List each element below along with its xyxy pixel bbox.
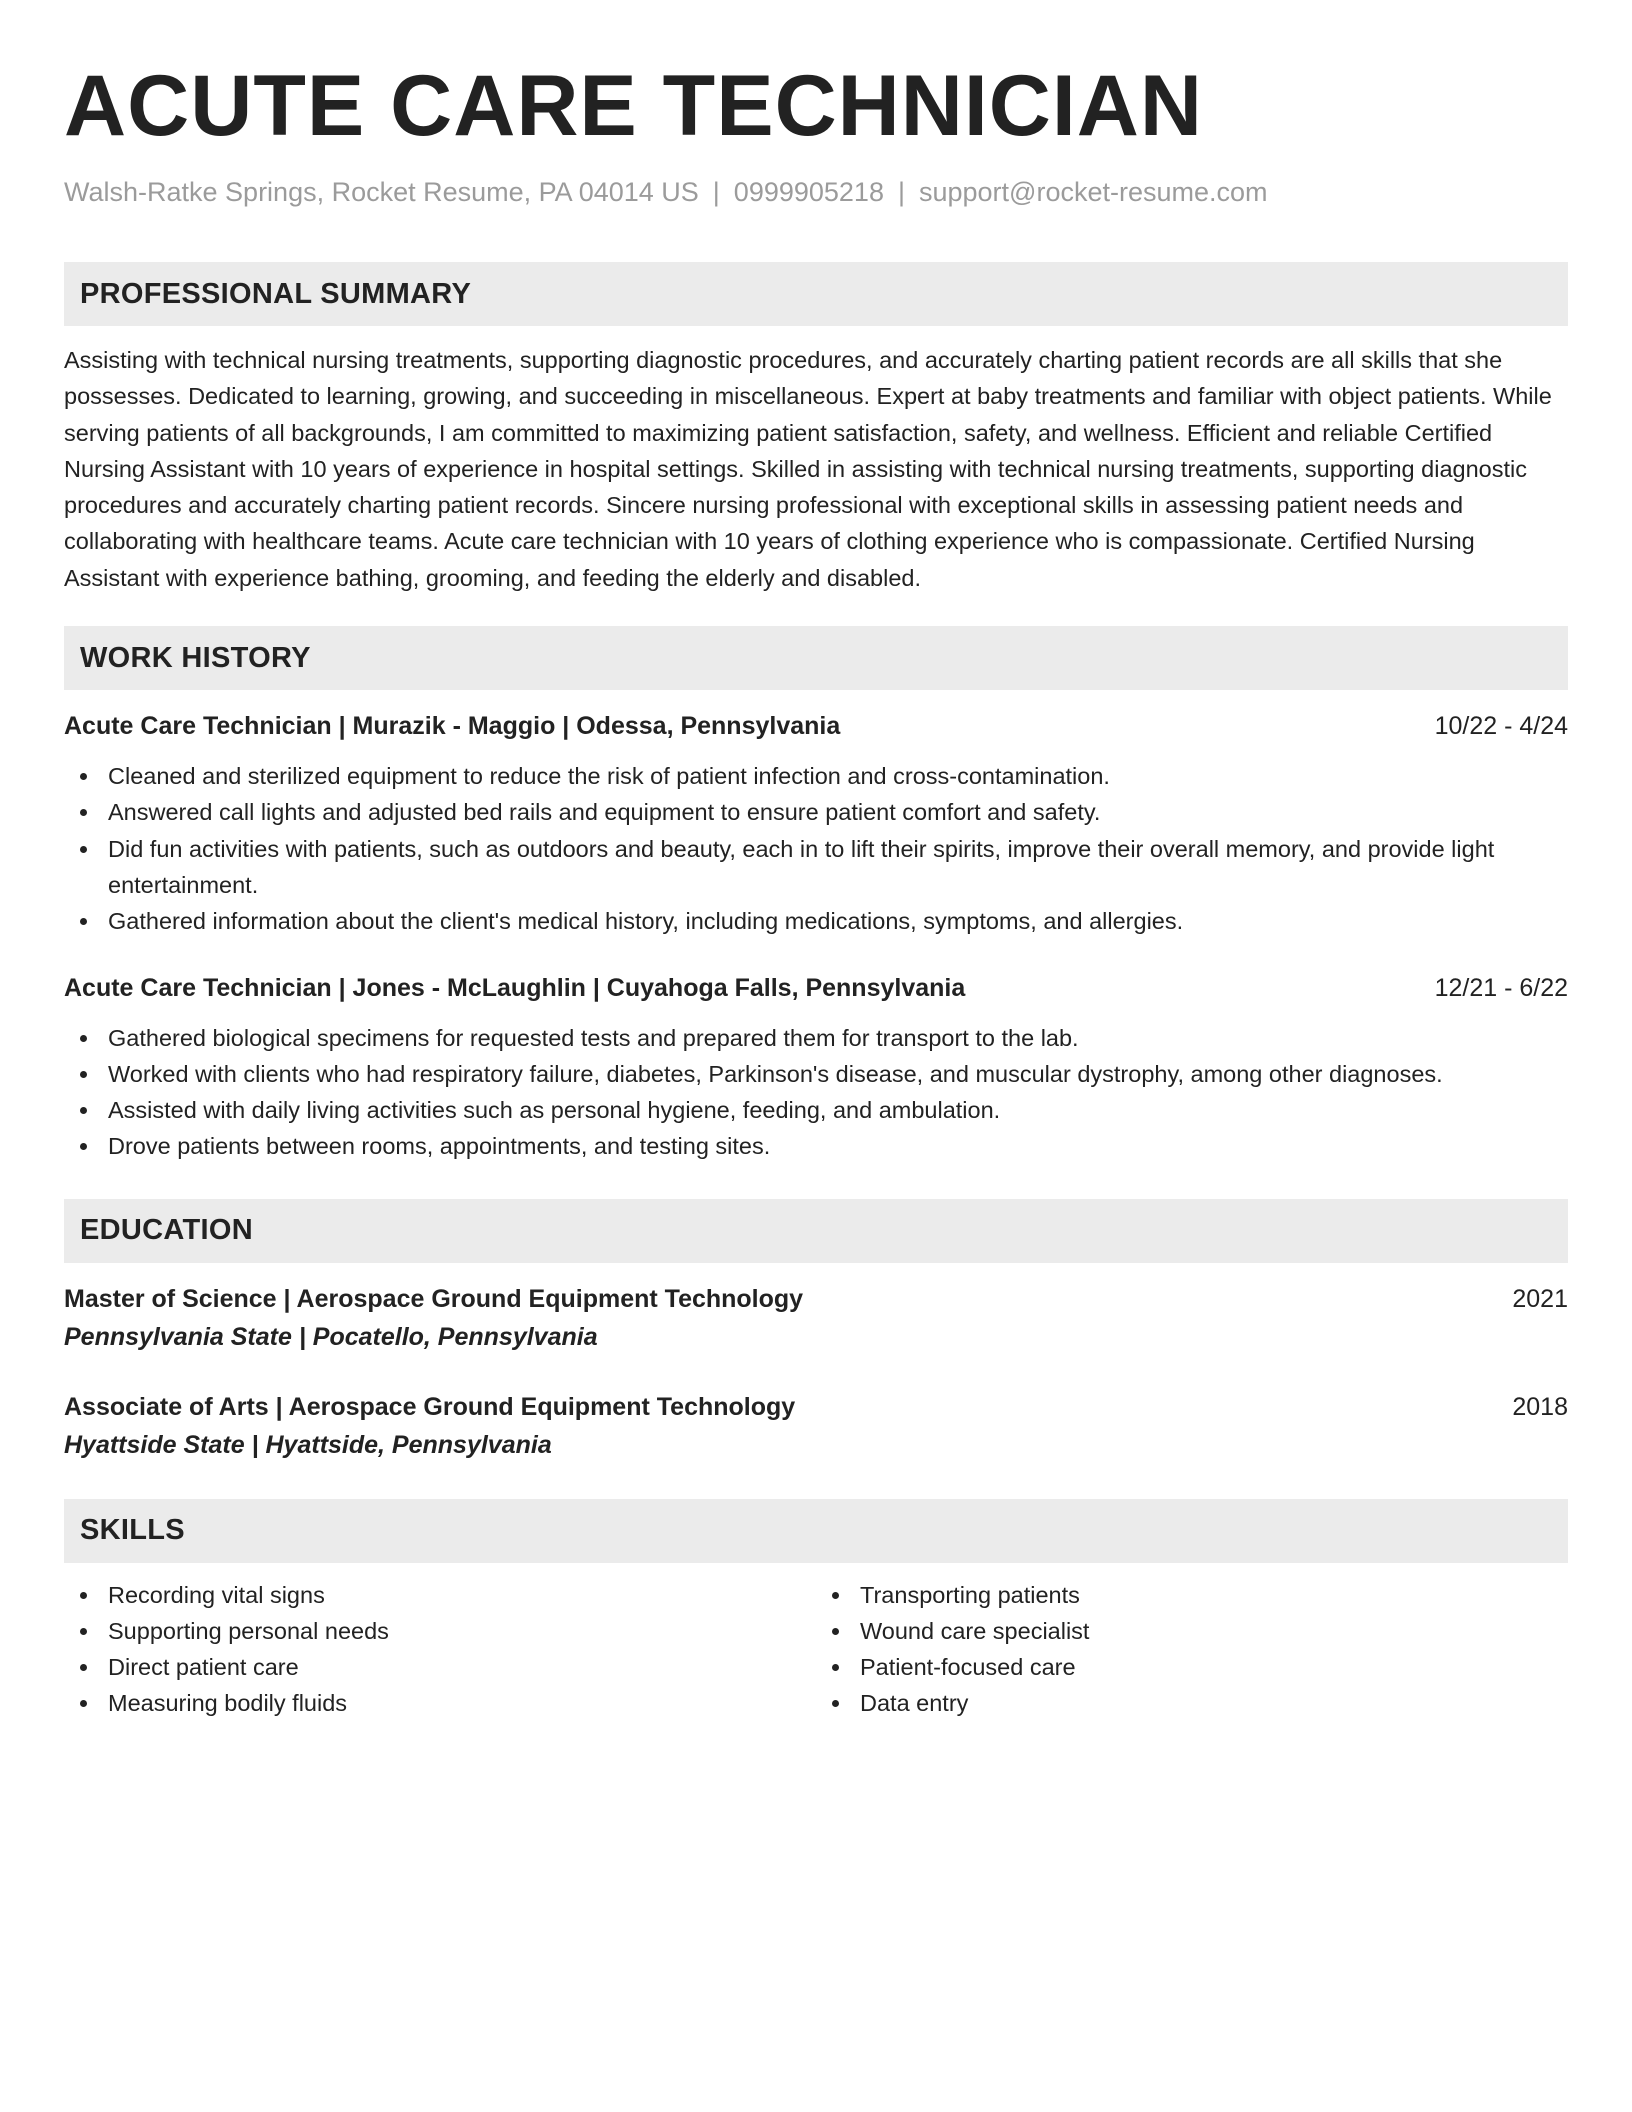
skills-column-left bbox=[64, 1577, 816, 1721]
education-year: 2021 bbox=[1512, 1284, 1568, 1313]
section-header-work-history: WORK HISTORY bbox=[64, 626, 1568, 690]
contact-line bbox=[64, 174, 1568, 210]
skill-item: Wound care specialist bbox=[860, 1617, 1090, 1644]
skill-item: Recording vital signs bbox=[108, 1581, 325, 1608]
bullet-icon bbox=[80, 918, 87, 925]
bullet-icon bbox=[80, 809, 87, 816]
skill-item: Direct patient care bbox=[108, 1653, 299, 1680]
education-year: 2018 bbox=[1512, 1392, 1568, 1421]
list-item bbox=[64, 1613, 816, 1649]
skills-column-right bbox=[816, 1577, 1568, 1721]
list-item bbox=[816, 1613, 1568, 1649]
list-item bbox=[64, 794, 1568, 830]
education-degree: Master of Science | Aerospace Ground Equipment Technology bbox=[64, 1284, 804, 1313]
skill-item: Supporting personal needs bbox=[108, 1617, 389, 1644]
skill-item: Data entry bbox=[860, 1689, 969, 1716]
bullet-icon bbox=[80, 1071, 87, 1078]
section-header-education: EDUCATION bbox=[64, 1199, 1568, 1263]
list-item bbox=[64, 1649, 816, 1685]
skills-list bbox=[816, 1577, 1568, 1721]
job-duty: Gathered information about the client's medical history, including medications, symptoms, and allergies. bbox=[108, 908, 1184, 935]
skills-columns bbox=[64, 1577, 1568, 1721]
bullet-icon bbox=[80, 1107, 87, 1114]
bullet-icon bbox=[80, 1700, 87, 1707]
bullet-icon bbox=[832, 1628, 839, 1635]
skill-item: Patient-focused care bbox=[860, 1653, 1076, 1680]
job-duty: Worked with clients who had respiratory failure, diabetes, Parkinson's disease, and muscular dystrophy, among other diagnoses. bbox=[108, 1060, 1443, 1087]
job-duty: Assisted with daily living activities such as personal hygiene, feeding, and ambulation. bbox=[108, 1097, 1001, 1124]
education-school: Hyattside State | Hyattside, Pennsylvania bbox=[64, 1430, 552, 1459]
list-item bbox=[64, 758, 1568, 794]
job-dates: 12/21 - 6/22 bbox=[1434, 973, 1568, 1002]
list-item bbox=[64, 1020, 1568, 1056]
list-item bbox=[64, 831, 1568, 904]
job-title: Acute Care Technician | Murazik - Maggio | Odessa, Pennsylvania bbox=[64, 712, 841, 741]
job-duty: Gathered biological specimens for requested tests and prepared them for transport to the lab. bbox=[108, 1024, 1079, 1051]
list-item bbox=[816, 1577, 1568, 1613]
section-header-skills: SKILLS bbox=[64, 1499, 1568, 1563]
bullet-icon bbox=[80, 1628, 87, 1635]
list-item bbox=[64, 1092, 1568, 1128]
list-item bbox=[64, 1056, 1568, 1092]
contact-address: Walsh-Ratke Springs, Rocket Resume, PA 04014 US bbox=[64, 177, 699, 207]
job-duty: Drove patients between rooms, appointments, and testing sites. bbox=[108, 1133, 771, 1160]
section-header-summary: PROFESSIONAL SUMMARY bbox=[64, 262, 1568, 326]
job-duty: Cleaned and sterilized equipment to reduce the risk of patient infection and cross-contamination. bbox=[108, 763, 1110, 790]
bullet-icon bbox=[80, 1035, 87, 1042]
bullet-icon bbox=[80, 773, 87, 780]
bullet-icon bbox=[80, 1664, 87, 1671]
summary-text: Assisting with technical nursing treatments, supporting diagnostic procedures, and accurately charting patient records are all skills that she possesses. Dedicated to learning, growing, and succeeding in miscellaneous. Expert at baby treatments and familiar with object patients. While serving patients of all backgrounds, I am committed to maximizing patient satisfaction, safety, and wellness. Efficient and reliable Certified Nursing Assistant with 10 years of experience in hospital settings. Skilled in assisting with technical nursing treatments, supporting diagnostic procedures and accurately charting patient records. Sincere nursing professional with exceptional skills in assessing patient needs and collaborating with healthcare teams. Acute care technician with 10 years of clothing experience who is compassionate. Certified Nursing Assistant with experience bathing, grooming, and feeding the elderly and disabled. bbox=[64, 347, 1552, 591]
contact-separator: | bbox=[897, 177, 905, 207]
job-title-row bbox=[64, 708, 1568, 744]
job-duties-list bbox=[64, 1020, 1568, 1165]
job-title-row bbox=[64, 970, 1568, 1006]
list-item bbox=[64, 1128, 1568, 1164]
education-entry bbox=[64, 1281, 1568, 1355]
bullet-icon bbox=[832, 1700, 839, 1707]
bullet-icon bbox=[80, 846, 87, 853]
list-item bbox=[816, 1685, 1568, 1721]
job-duties-list bbox=[64, 758, 1568, 939]
bullet-icon bbox=[832, 1592, 839, 1599]
education-entry bbox=[64, 1389, 1568, 1463]
education-row bbox=[64, 1281, 1568, 1317]
bullet-icon bbox=[832, 1664, 839, 1671]
skill-item: Measuring bodily fluids bbox=[108, 1689, 348, 1716]
job-title: Acute Care Technician | Jones - McLaughlin | Cuyahoga Falls, Pennsylvania bbox=[64, 973, 966, 1002]
job-duty: Did fun activities with patients, such as outdoors and beauty, each in to lift their spirits, improve their overall memory, and provide light entertainment. bbox=[108, 835, 1495, 898]
candidate-title: ACUTE CARE TECHNICIAN bbox=[64, 58, 1203, 154]
job-entry bbox=[64, 970, 1568, 1165]
education-school: Pennsylvania State | Pocatello, Pennsylvania bbox=[64, 1322, 598, 1351]
bullet-icon bbox=[80, 1143, 87, 1150]
list-item bbox=[816, 1649, 1568, 1685]
skills-list bbox=[64, 1577, 816, 1721]
contact-email: support@rocket-resume.com bbox=[918, 177, 1268, 207]
job-entry bbox=[64, 708, 1568, 939]
list-item bbox=[64, 1577, 816, 1613]
contact-phone: 0999905218 bbox=[733, 177, 884, 207]
education-degree: Associate of Arts | Aerospace Ground Equipment Technology bbox=[64, 1392, 796, 1421]
list-item bbox=[64, 1685, 816, 1721]
bullet-icon bbox=[80, 1592, 87, 1599]
skill-item: Transporting patients bbox=[860, 1581, 1080, 1608]
list-item bbox=[64, 903, 1568, 939]
education-row bbox=[64, 1389, 1568, 1425]
job-duty: Answered call lights and adjusted bed rails and equipment to ensure patient comfort and safety. bbox=[108, 799, 1101, 826]
job-dates: 10/22 - 4/24 bbox=[1434, 712, 1568, 741]
contact-separator: | bbox=[712, 177, 720, 207]
